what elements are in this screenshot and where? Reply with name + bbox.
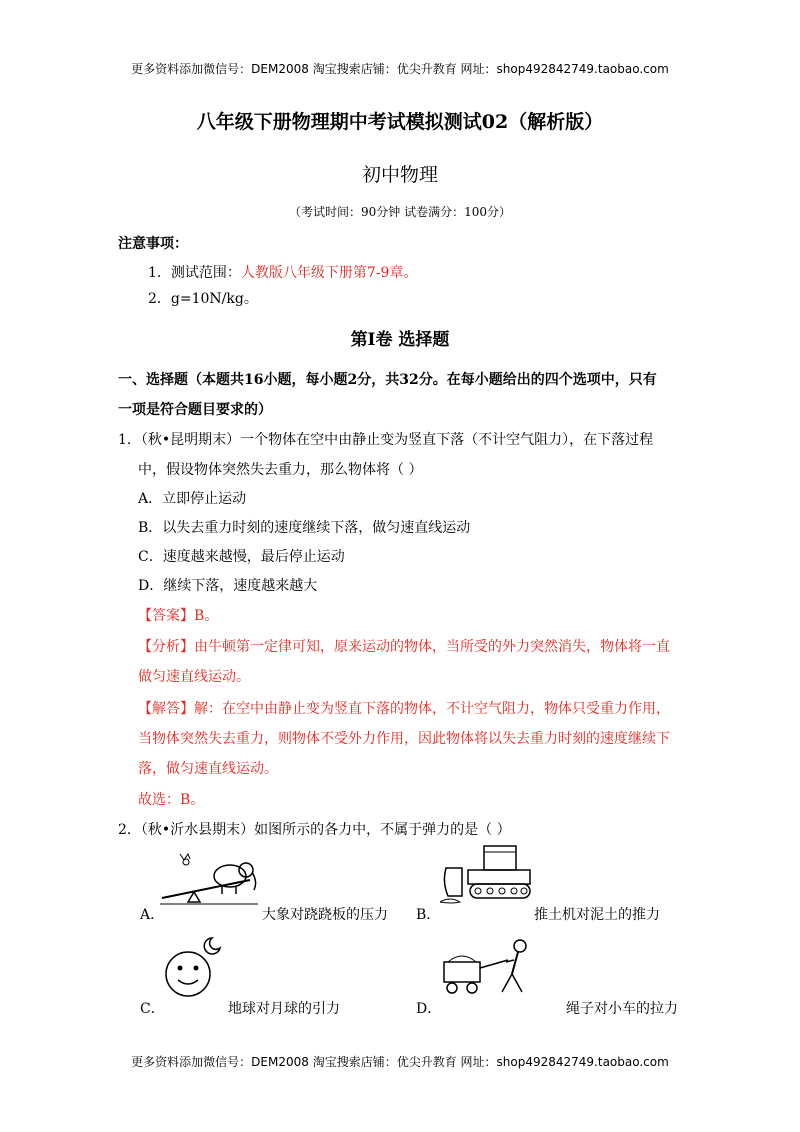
q2-option-a-letter: A． [140,907,165,923]
q2-option-a-text: 大象对跷跷板的压力 [262,907,388,923]
q2-option-b-text: 推土机对泥土的推力 [534,907,660,923]
q2-option-c-text: 地球对月球的引力 [228,1001,340,1017]
q1-option-b: B．以失去重力时刻的速度继续下落，做匀速直线运动 [138,520,471,536]
q1-solution-line-1: 【解答】解：在空中由静止变为竖直下落的物体，不计空气阻力，物体只受重力作用， [138,701,670,717]
bulldozer-illustration [440,838,540,910]
q1-answer: 【答案】B。 [138,608,219,624]
notes-heading: 注意事项： [118,236,188,252]
q1-option-d: D．继续下落，速度越来越大 [138,578,318,594]
q2-stem: 2．（秋•沂水县期末）如图所示的各力中，不属于弹力的是（ ） [118,822,511,838]
q1-stem-line-2: 中，假设物体突然失去重力，那么物体将（ ） [138,462,423,478]
section-title: 第Ⅰ卷 选择题 [350,330,450,350]
q1-analysis-line-1: 【分析】由牛顿第一定律可知，原来运动的物体，当所受的外力突然消失，物体将一直 [138,639,670,655]
note-item-1 [148,262,417,282]
q2-option-c-letter: C． [140,1001,165,1017]
q1-stem-line-1: 1．（秋•昆明期末）一个物体在空中由静止变为竖直下落（不计空气阻力），在下落过程 [118,432,654,448]
q2-option-b-letter: B． [416,907,441,923]
person-pulling-cart-illustration [440,932,540,1004]
part-instructions-line-2: 一项是符合题目要求的） [118,402,272,418]
document-title: 八年级下册物理期中考试模拟测试02（解析版） [196,111,604,133]
q1-option-c: C．速度越来越慢，最后停止运动 [138,549,345,565]
document-subtitle: 初中物理 [361,164,438,186]
q1-option-a: A．立即停止运动 [138,491,247,507]
note-item-1-range: 人教版八年级下册第7-9章。 [240,265,418,281]
part-instructions-line-1: 一、选择题（本题共16小题，每小题2分，共32分。在每小题给出的四个选项中，只有 [118,372,657,388]
note-item-2: 2．g=10N/kg。 [148,291,258,307]
exam-info: （考试时间：90分钟 试卷满分：100分） [289,205,511,219]
q1-choice: 故选：B。 [138,792,205,808]
q2-option-d-text: 绳子对小车的拉力 [566,1001,678,1017]
q2-option-d-letter: D． [416,1001,442,1017]
q1-analysis-line-2: 做匀速直线运动。 [138,669,250,685]
page-footer: 更多资料添加微信号：DEM2008 淘宝搜索店铺：优尖升教育 网址：shop492842749.taobao.com [131,1055,669,1069]
earth-moon-illustration [160,932,230,1004]
q1-solution-line-2: 当物体突然失去重力，则物体不受外力作用，因此物体将以失去重力时刻的速度继续下 [138,731,670,747]
note-item-1-prefix: 1．测试范围： [148,265,241,281]
q1-solution-line-3: 落，做匀速直线运动。 [138,761,278,777]
page-header: 更多资料添加微信号：DEM2008 淘宝搜索店铺：优尖升教育 网址：shop492842749.taobao.com [131,62,669,76]
elephant-seesaw-illustration [160,850,260,910]
